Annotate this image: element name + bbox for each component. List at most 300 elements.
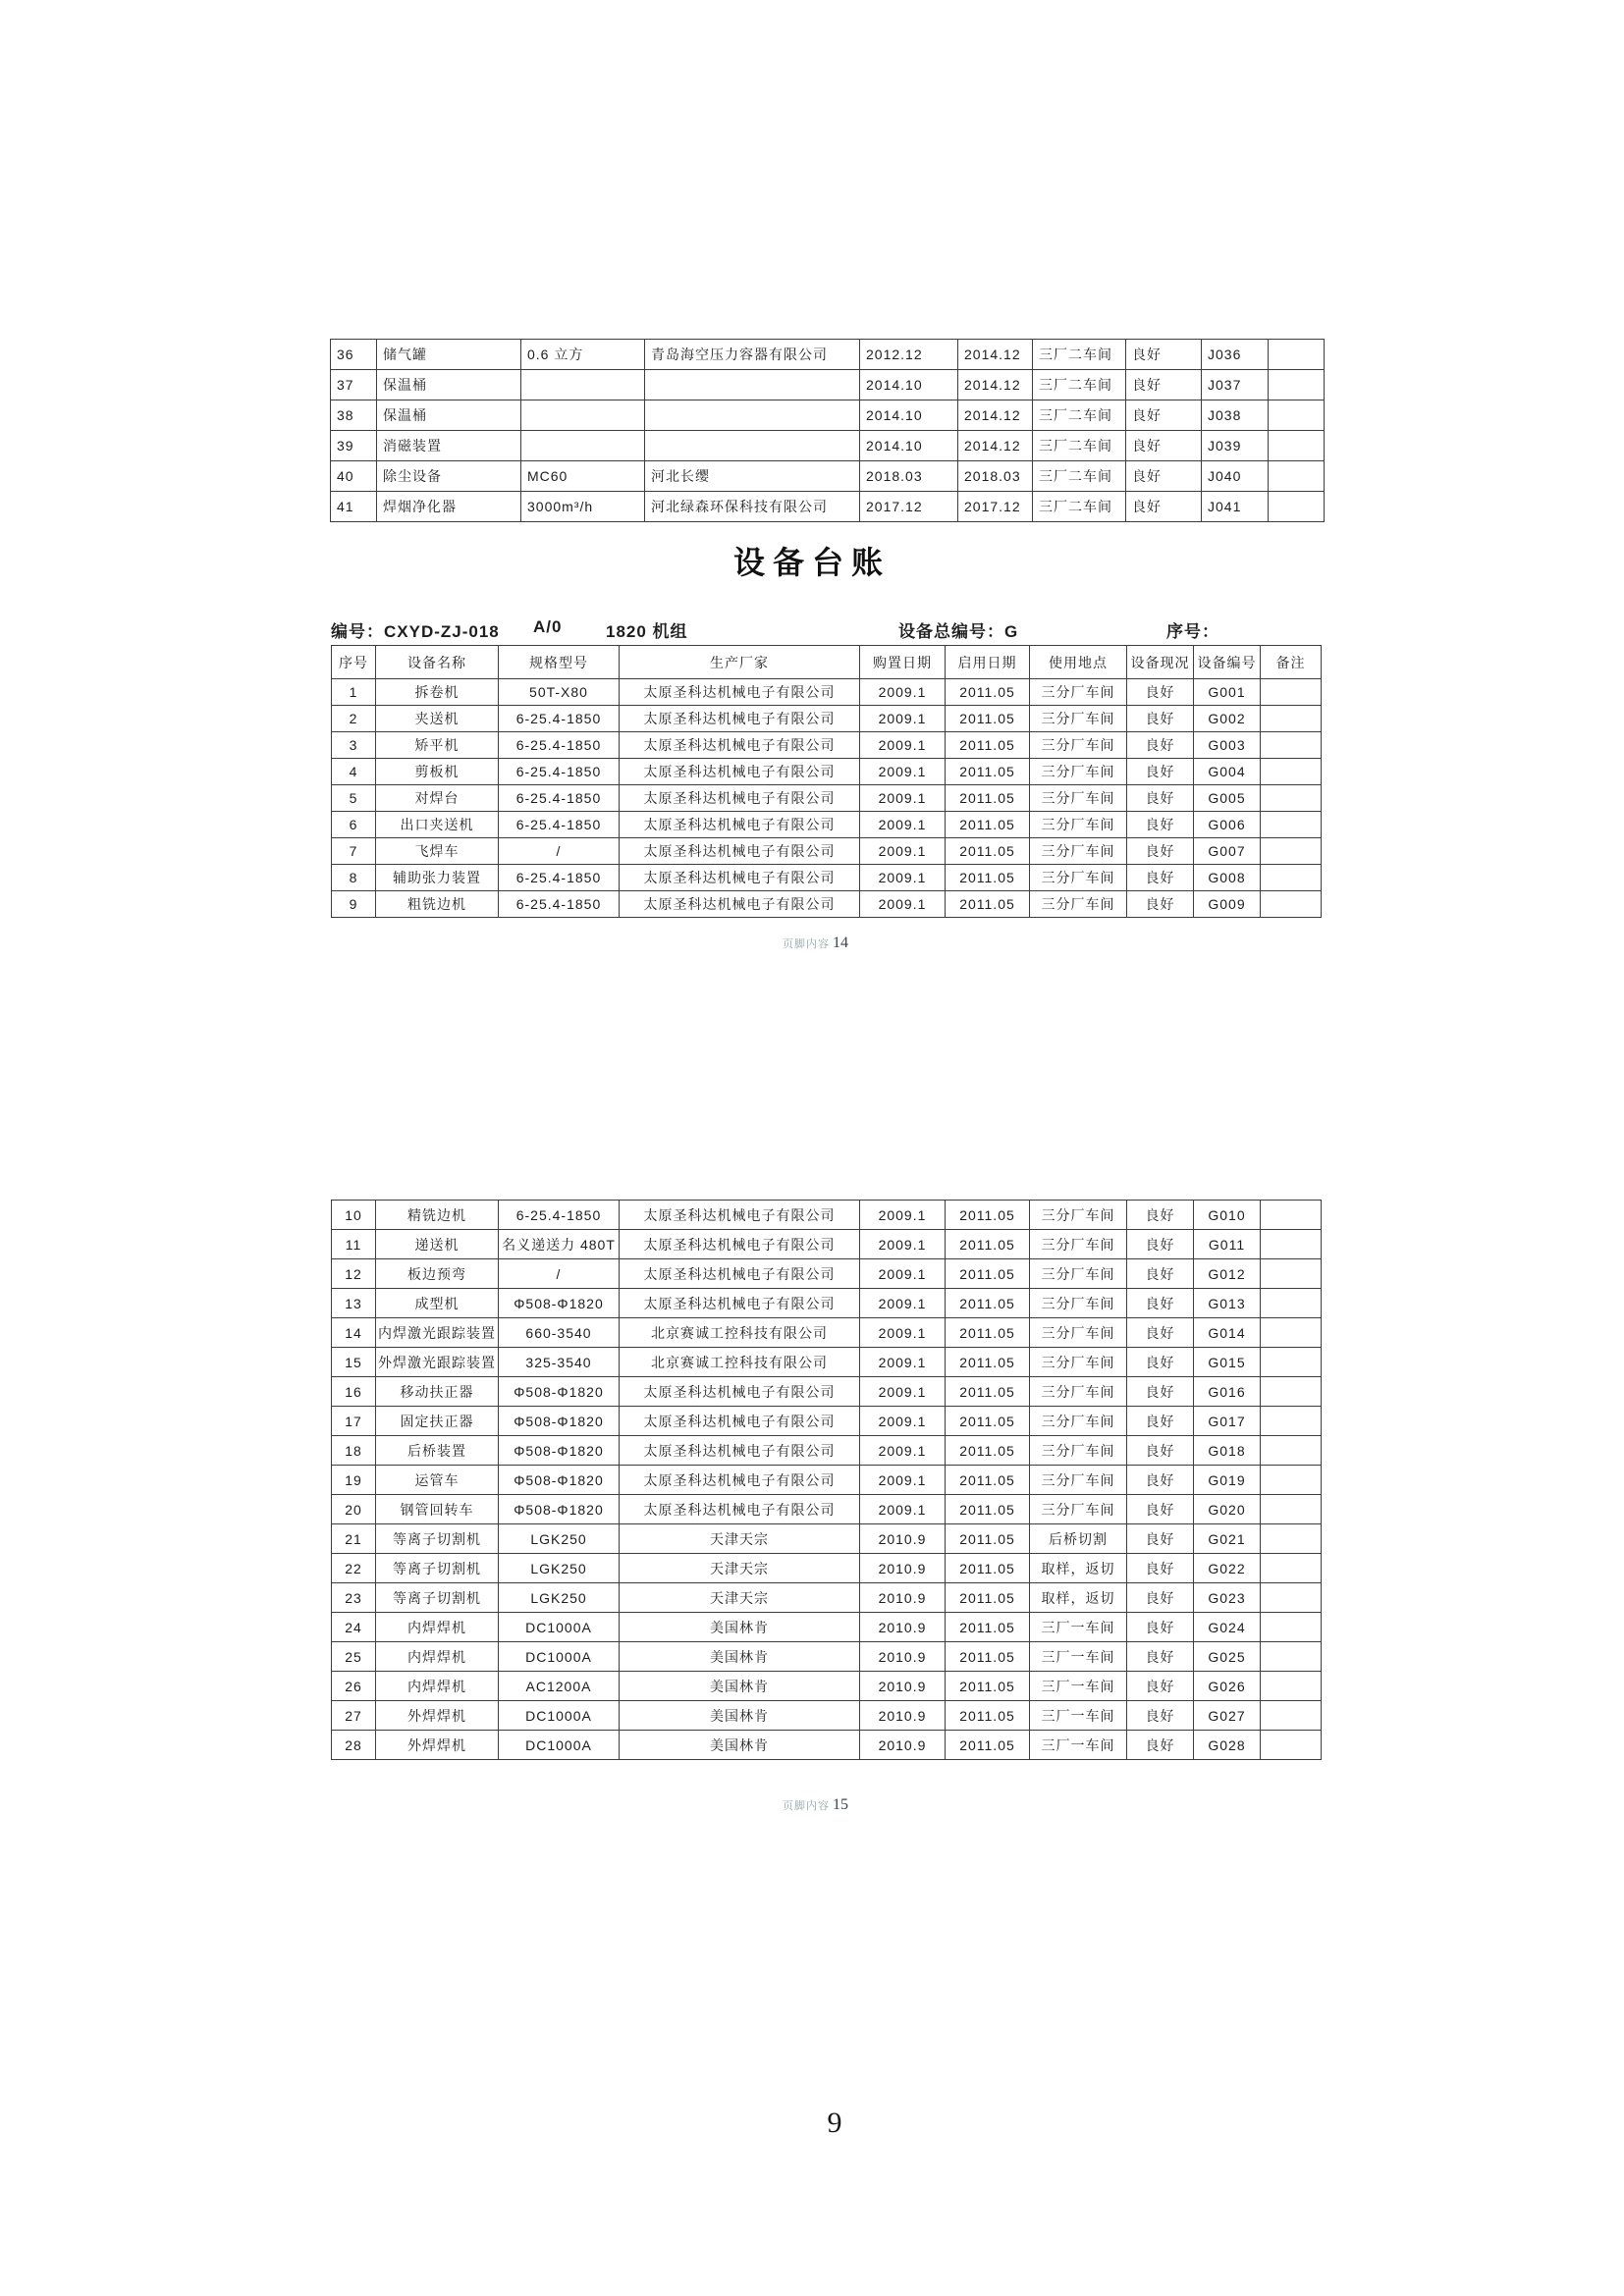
cell: 41 [331, 492, 377, 522]
cell [1261, 706, 1322, 732]
cell: 2010.9 [860, 1672, 946, 1701]
cell: 25 [332, 1642, 376, 1672]
cell: 太原圣科达机械电子有限公司 [620, 785, 860, 812]
cell [1261, 1318, 1322, 1348]
cell: 2009.1 [860, 1348, 946, 1377]
cell: 3 [332, 732, 376, 759]
cell: 13 [332, 1289, 376, 1318]
cell: 2009.1 [860, 1377, 946, 1407]
cell: 外焊激光跟踪装置 [376, 1348, 499, 1377]
cell: J037 [1202, 370, 1269, 400]
cell: Φ508-Φ1820 [499, 1289, 620, 1318]
cell: 2009.1 [860, 1259, 946, 1289]
cell: 三分厂车间 [1030, 732, 1127, 759]
cell: 2017.12 [860, 492, 958, 522]
cell: 三分厂车间 [1030, 1348, 1127, 1377]
cell: 良好 [1127, 1701, 1194, 1731]
total-code-label: 设备总编号：G [898, 622, 1019, 641]
cell [1261, 865, 1322, 891]
cell: G014 [1194, 1318, 1261, 1348]
table-row [331, 340, 1325, 370]
cell: 三厂二车间 [1033, 400, 1126, 431]
cell: 8 [332, 865, 376, 891]
cell: 2011.05 [946, 1524, 1030, 1554]
column-header: 规格型号 [499, 646, 620, 679]
cell [1261, 1701, 1322, 1731]
cell: 37 [331, 370, 377, 400]
cell: G027 [1194, 1701, 1261, 1731]
table-row [332, 1230, 1322, 1259]
cell: 三分厂车间 [1030, 785, 1127, 812]
cell: 2009.1 [860, 865, 946, 891]
cell: 三分厂车间 [1030, 1289, 1127, 1318]
cell: 2009.1 [860, 812, 946, 838]
cell: G023 [1194, 1583, 1261, 1613]
cell: 9 [332, 891, 376, 918]
cell: 1 [332, 679, 376, 706]
column-header: 生产厂家 [620, 646, 860, 679]
cell: 三分厂车间 [1030, 865, 1127, 891]
cell: G005 [1194, 785, 1261, 812]
cell: 2009.1 [860, 1289, 946, 1318]
cell: DC1000A [499, 1642, 620, 1672]
cell: 24 [332, 1613, 376, 1642]
equipment-table-j-continuation [330, 339, 1325, 522]
cell: 太原圣科达机械电子有限公司 [620, 1495, 860, 1524]
cell: G009 [1194, 891, 1261, 918]
cell: 2011.05 [946, 1642, 1030, 1672]
cell [1261, 1642, 1322, 1672]
cell: 2014.12 [958, 400, 1033, 431]
cell: 28 [332, 1731, 376, 1760]
cell: 太原圣科达机械电子有限公司 [620, 865, 860, 891]
cell: 良好 [1126, 461, 1202, 492]
cell: 2014.12 [958, 431, 1033, 461]
cell: Φ508-Φ1820 [499, 1377, 620, 1407]
table-row [332, 785, 1322, 812]
column-header: 购置日期 [860, 646, 946, 679]
cell: 14 [332, 1318, 376, 1348]
column-header: 备注 [1261, 646, 1322, 679]
table-row [332, 1495, 1322, 1524]
cell: 27 [332, 1701, 376, 1731]
table-row [332, 812, 1322, 838]
cell [1261, 759, 1322, 785]
cell: G003 [1194, 732, 1261, 759]
cell: 三厂二车间 [1033, 431, 1126, 461]
unit-name: 1820 机组 [606, 622, 688, 641]
cell [1261, 1554, 1322, 1583]
cell: G026 [1194, 1672, 1261, 1701]
cell: 内焊焊机 [376, 1672, 499, 1701]
table-row [332, 1466, 1322, 1495]
cell: 2010.9 [860, 1701, 946, 1731]
cell: 三分厂车间 [1030, 759, 1127, 785]
cell [521, 431, 645, 461]
cell: 钢管回转车 [376, 1495, 499, 1524]
cell: G011 [1194, 1230, 1261, 1259]
cell: 良好 [1127, 1259, 1194, 1289]
cell: G019 [1194, 1466, 1261, 1495]
cell: 21 [332, 1524, 376, 1554]
cell [1261, 838, 1322, 865]
cell: 矫平机 [376, 732, 499, 759]
cell: 6-25.4-1850 [499, 732, 620, 759]
cell: 外焊焊机 [376, 1701, 499, 1731]
cell: 2011.05 [946, 759, 1030, 785]
cell [1261, 1495, 1322, 1524]
cell: 太原圣科达机械电子有限公司 [620, 679, 860, 706]
table-row [332, 891, 1322, 918]
cell: 太原圣科达机械电子有限公司 [620, 1201, 860, 1230]
table-row [332, 1524, 1322, 1554]
table-row [332, 732, 1322, 759]
cell [1261, 1407, 1322, 1436]
cell: J040 [1202, 461, 1269, 492]
cell: 2009.1 [860, 891, 946, 918]
cell: 太原圣科达机械电子有限公司 [620, 1259, 860, 1289]
cell [1261, 1201, 1322, 1230]
cell: G002 [1194, 706, 1261, 732]
cell: 2011.05 [946, 1289, 1030, 1318]
cell: 三分厂车间 [1030, 891, 1127, 918]
cell: 15 [332, 1348, 376, 1377]
cell: 2011.05 [946, 1495, 1030, 1524]
cell: 325-3540 [499, 1348, 620, 1377]
column-header: 设备编号 [1194, 646, 1261, 679]
cell: 36 [331, 340, 377, 370]
table-row [332, 1377, 1322, 1407]
cell: G018 [1194, 1436, 1261, 1466]
cell: 内焊焊机 [376, 1613, 499, 1642]
doc-revision: A/0 [533, 617, 563, 636]
cell: 出口夹送机 [376, 812, 499, 838]
cell: 2009.1 [860, 679, 946, 706]
cell [1269, 340, 1325, 370]
cell [1269, 400, 1325, 431]
cell: 38 [331, 400, 377, 431]
cell: 5 [332, 785, 376, 812]
cell: 保温桶 [377, 370, 521, 400]
cell: Φ508-Φ1820 [499, 1466, 620, 1495]
cell: 660-3540 [499, 1318, 620, 1348]
cell [1261, 812, 1322, 838]
cell: Φ508-Φ1820 [499, 1436, 620, 1466]
table-row [332, 706, 1322, 732]
cell: 河北长缨 [645, 461, 860, 492]
table-row [331, 370, 1325, 400]
cell [1261, 1583, 1322, 1613]
cell: 6-25.4-1850 [499, 865, 620, 891]
cell: LGK250 [499, 1524, 620, 1554]
cell: 飞焊车 [376, 838, 499, 865]
cell: 2010.9 [860, 1613, 946, 1642]
cell: / [499, 1259, 620, 1289]
cell: 6-25.4-1850 [499, 785, 620, 812]
cell [521, 400, 645, 431]
cell [1261, 1731, 1322, 1760]
cell: 良好 [1127, 1642, 1194, 1672]
cell: G028 [1194, 1731, 1261, 1760]
cell: 2 [332, 706, 376, 732]
cell: 河北绿森环保科技有限公司 [645, 492, 860, 522]
cell: G017 [1194, 1407, 1261, 1436]
cell: 良好 [1127, 1672, 1194, 1701]
cell [1269, 461, 1325, 492]
cell: 良好 [1127, 891, 1194, 918]
cell: 10 [332, 1201, 376, 1230]
header-row [332, 646, 1322, 679]
cell: MC60 [521, 461, 645, 492]
cell: 16 [332, 1377, 376, 1407]
cell: 除尘设备 [377, 461, 521, 492]
cell: 2011.05 [946, 1672, 1030, 1701]
footer-label: 页脚内容 [783, 938, 830, 950]
cell: 6 [332, 812, 376, 838]
cell: 2009.1 [860, 1436, 946, 1466]
cell: 2011.05 [946, 812, 1030, 838]
cell: 6-25.4-1850 [499, 812, 620, 838]
cell [521, 370, 645, 400]
cell: 储气罐 [377, 340, 521, 370]
cell: 良好 [1127, 1318, 1194, 1348]
column-header: 设备现况 [1127, 646, 1194, 679]
cell: 2014.12 [958, 340, 1033, 370]
cell [1269, 370, 1325, 400]
cell: 三分厂车间 [1030, 1495, 1127, 1524]
cell: 2011.05 [946, 1318, 1030, 1348]
cell: 名义递送力 480T [499, 1230, 620, 1259]
cell: 良好 [1127, 1731, 1194, 1760]
cell: 17 [332, 1407, 376, 1436]
cell: DC1000A [499, 1701, 620, 1731]
cell: 北京赛诚工控科技有限公司 [620, 1318, 860, 1348]
cell [1261, 1289, 1322, 1318]
cell: 良好 [1127, 1613, 1194, 1642]
cell: 太原圣科达机械电子有限公司 [620, 838, 860, 865]
cell: 太原圣科达机械电子有限公司 [620, 759, 860, 785]
cell: 外焊焊机 [376, 1731, 499, 1760]
table-row [332, 1731, 1322, 1760]
cell: 3000m³/h [521, 492, 645, 522]
cell: 6-25.4-1850 [499, 706, 620, 732]
cell: 22 [332, 1554, 376, 1583]
table-row [332, 1613, 1322, 1642]
page-footer-14 [783, 934, 848, 952]
cell: 2011.05 [946, 1436, 1030, 1466]
cell: 北京赛诚工控科技有限公司 [620, 1348, 860, 1377]
cell: 2011.05 [946, 1731, 1030, 1760]
cell: 26 [332, 1672, 376, 1701]
cell: G025 [1194, 1642, 1261, 1672]
table-row [332, 679, 1322, 706]
cell: 三厂二车间 [1033, 461, 1126, 492]
cell: 取样，返切 [1030, 1554, 1127, 1583]
cell: 良好 [1127, 1377, 1194, 1407]
table-row [332, 1201, 1322, 1230]
cell: 太原圣科达机械电子有限公司 [620, 1436, 860, 1466]
cell: 天津天宗 [620, 1554, 860, 1583]
cell: 三分厂车间 [1030, 1377, 1127, 1407]
cell: 12 [332, 1259, 376, 1289]
column-header: 序号 [332, 646, 376, 679]
cell: 2010.9 [860, 1642, 946, 1672]
cell: 太原圣科达机械电子有限公司 [620, 891, 860, 918]
cell: Φ508-Φ1820 [499, 1495, 620, 1524]
cell: 太原圣科达机械电子有限公司 [620, 1377, 860, 1407]
cell: 2011.05 [946, 1407, 1030, 1436]
cell: 移动扶正器 [376, 1377, 499, 1407]
cell: 2009.1 [860, 1318, 946, 1348]
cell: 成型机 [376, 1289, 499, 1318]
cell: 三厂一车间 [1030, 1701, 1127, 1731]
cell: 11 [332, 1230, 376, 1259]
cell: 2017.12 [958, 492, 1033, 522]
cell: G001 [1194, 679, 1261, 706]
cell: G013 [1194, 1289, 1261, 1318]
table-row [332, 1407, 1322, 1436]
cell [645, 400, 860, 431]
cell: 2010.9 [860, 1731, 946, 1760]
cell: 2010.9 [860, 1583, 946, 1613]
cell: G021 [1194, 1524, 1261, 1554]
table-row [332, 865, 1322, 891]
table-row [332, 1701, 1322, 1731]
cell: 美国林肯 [620, 1613, 860, 1642]
column-header: 使用地点 [1030, 646, 1127, 679]
cell: 美国林肯 [620, 1642, 860, 1672]
cell: 2011.05 [946, 1201, 1030, 1230]
table-row [332, 1318, 1322, 1348]
cell: 良好 [1127, 838, 1194, 865]
cell: 三分厂车间 [1030, 1407, 1127, 1436]
cell: 三厂一车间 [1030, 1613, 1127, 1642]
cell: G006 [1194, 812, 1261, 838]
cell: G004 [1194, 759, 1261, 785]
cell [1261, 1524, 1322, 1554]
footer-page-number: 14 [833, 934, 848, 951]
cell: DC1000A [499, 1731, 620, 1760]
cell: 青岛海空压力容器有限公司 [645, 340, 860, 370]
cell: 取样，返切 [1030, 1583, 1127, 1613]
cell: 23 [332, 1583, 376, 1613]
cell: 焊烟净化器 [377, 492, 521, 522]
cell: 2018.03 [958, 461, 1033, 492]
cell: 三分厂车间 [1030, 812, 1127, 838]
cell: 良好 [1127, 706, 1194, 732]
cell: 太原圣科达机械电子有限公司 [620, 732, 860, 759]
cell: 太原圣科达机械电子有限公司 [620, 1230, 860, 1259]
cell: 美国林肯 [620, 1672, 860, 1701]
cell: 2009.1 [860, 732, 946, 759]
cell: 40 [331, 461, 377, 492]
cell: 良好 [1127, 1554, 1194, 1583]
page-footer-15 [783, 1796, 848, 1814]
cell: 良好 [1127, 812, 1194, 838]
cell: 夹送机 [376, 706, 499, 732]
table-row [332, 1259, 1322, 1289]
cell: 良好 [1127, 1230, 1194, 1259]
cell: 2011.05 [946, 1377, 1030, 1407]
cell: 三分厂车间 [1030, 1259, 1127, 1289]
cell: 2009.1 [860, 1466, 946, 1495]
cell: 三分厂车间 [1030, 1318, 1127, 1348]
equipment-table-g-page2 [331, 1200, 1322, 1760]
table-row [332, 759, 1322, 785]
cell: 三厂二车间 [1033, 340, 1126, 370]
cell [1261, 785, 1322, 812]
cell: 三分厂车间 [1030, 1436, 1127, 1466]
cell: 2011.05 [946, 706, 1030, 732]
table-row [331, 461, 1325, 492]
cell: J039 [1202, 431, 1269, 461]
cell: 良好 [1126, 431, 1202, 461]
cell: 18 [332, 1436, 376, 1466]
cell: 三厂一车间 [1030, 1642, 1127, 1672]
cell: 2014.10 [860, 400, 958, 431]
cell [1261, 1613, 1322, 1642]
cell [1261, 891, 1322, 918]
cell: 2011.05 [946, 732, 1030, 759]
cell: 4 [332, 759, 376, 785]
cell: J036 [1202, 340, 1269, 370]
cell [1261, 1466, 1322, 1495]
cell: 三厂二车间 [1033, 370, 1126, 400]
cell: 2014.12 [958, 370, 1033, 400]
cell: 拆卷机 [376, 679, 499, 706]
cell: 良好 [1126, 340, 1202, 370]
page-title: 设备台账 [732, 545, 891, 580]
cell: 等离子切割机 [376, 1524, 499, 1554]
cell: 良好 [1126, 370, 1202, 400]
cell: 天津天宗 [620, 1583, 860, 1613]
cell: 2018.03 [860, 461, 958, 492]
cell: G008 [1194, 865, 1261, 891]
cell [1261, 1672, 1322, 1701]
cell: G020 [1194, 1495, 1261, 1524]
cell: 三厂一车间 [1030, 1731, 1127, 1760]
table-row [332, 1289, 1322, 1318]
cell: 等离子切割机 [376, 1554, 499, 1583]
cell: 太原圣科达机械电子有限公司 [620, 812, 860, 838]
cell: 2009.1 [860, 785, 946, 812]
cell [1261, 1230, 1322, 1259]
cell: 39 [331, 431, 377, 461]
cell: 良好 [1126, 400, 1202, 431]
cell: 2009.1 [860, 838, 946, 865]
cell: 良好 [1127, 1289, 1194, 1318]
equipment-table-g-page1 [331, 645, 1322, 918]
cell: 2011.05 [946, 679, 1030, 706]
cell: 2010.9 [860, 1554, 946, 1583]
table-row [332, 1672, 1322, 1701]
cell [1261, 679, 1322, 706]
cell: 2011.05 [946, 785, 1030, 812]
cell: 6-25.4-1850 [499, 759, 620, 785]
cell: 天津天宗 [620, 1524, 860, 1554]
cell: 2011.05 [946, 891, 1030, 918]
cell: G012 [1194, 1259, 1261, 1289]
cell: 良好 [1127, 1524, 1194, 1554]
cell: 2011.05 [946, 865, 1030, 891]
cell: 太原圣科达机械电子有限公司 [620, 1289, 860, 1318]
cell: J038 [1202, 400, 1269, 431]
cell [645, 431, 860, 461]
cell: 2011.05 [946, 1554, 1030, 1583]
table-row [332, 1436, 1322, 1466]
cell: 后桥切割 [1030, 1524, 1127, 1554]
cell: G022 [1194, 1554, 1261, 1583]
